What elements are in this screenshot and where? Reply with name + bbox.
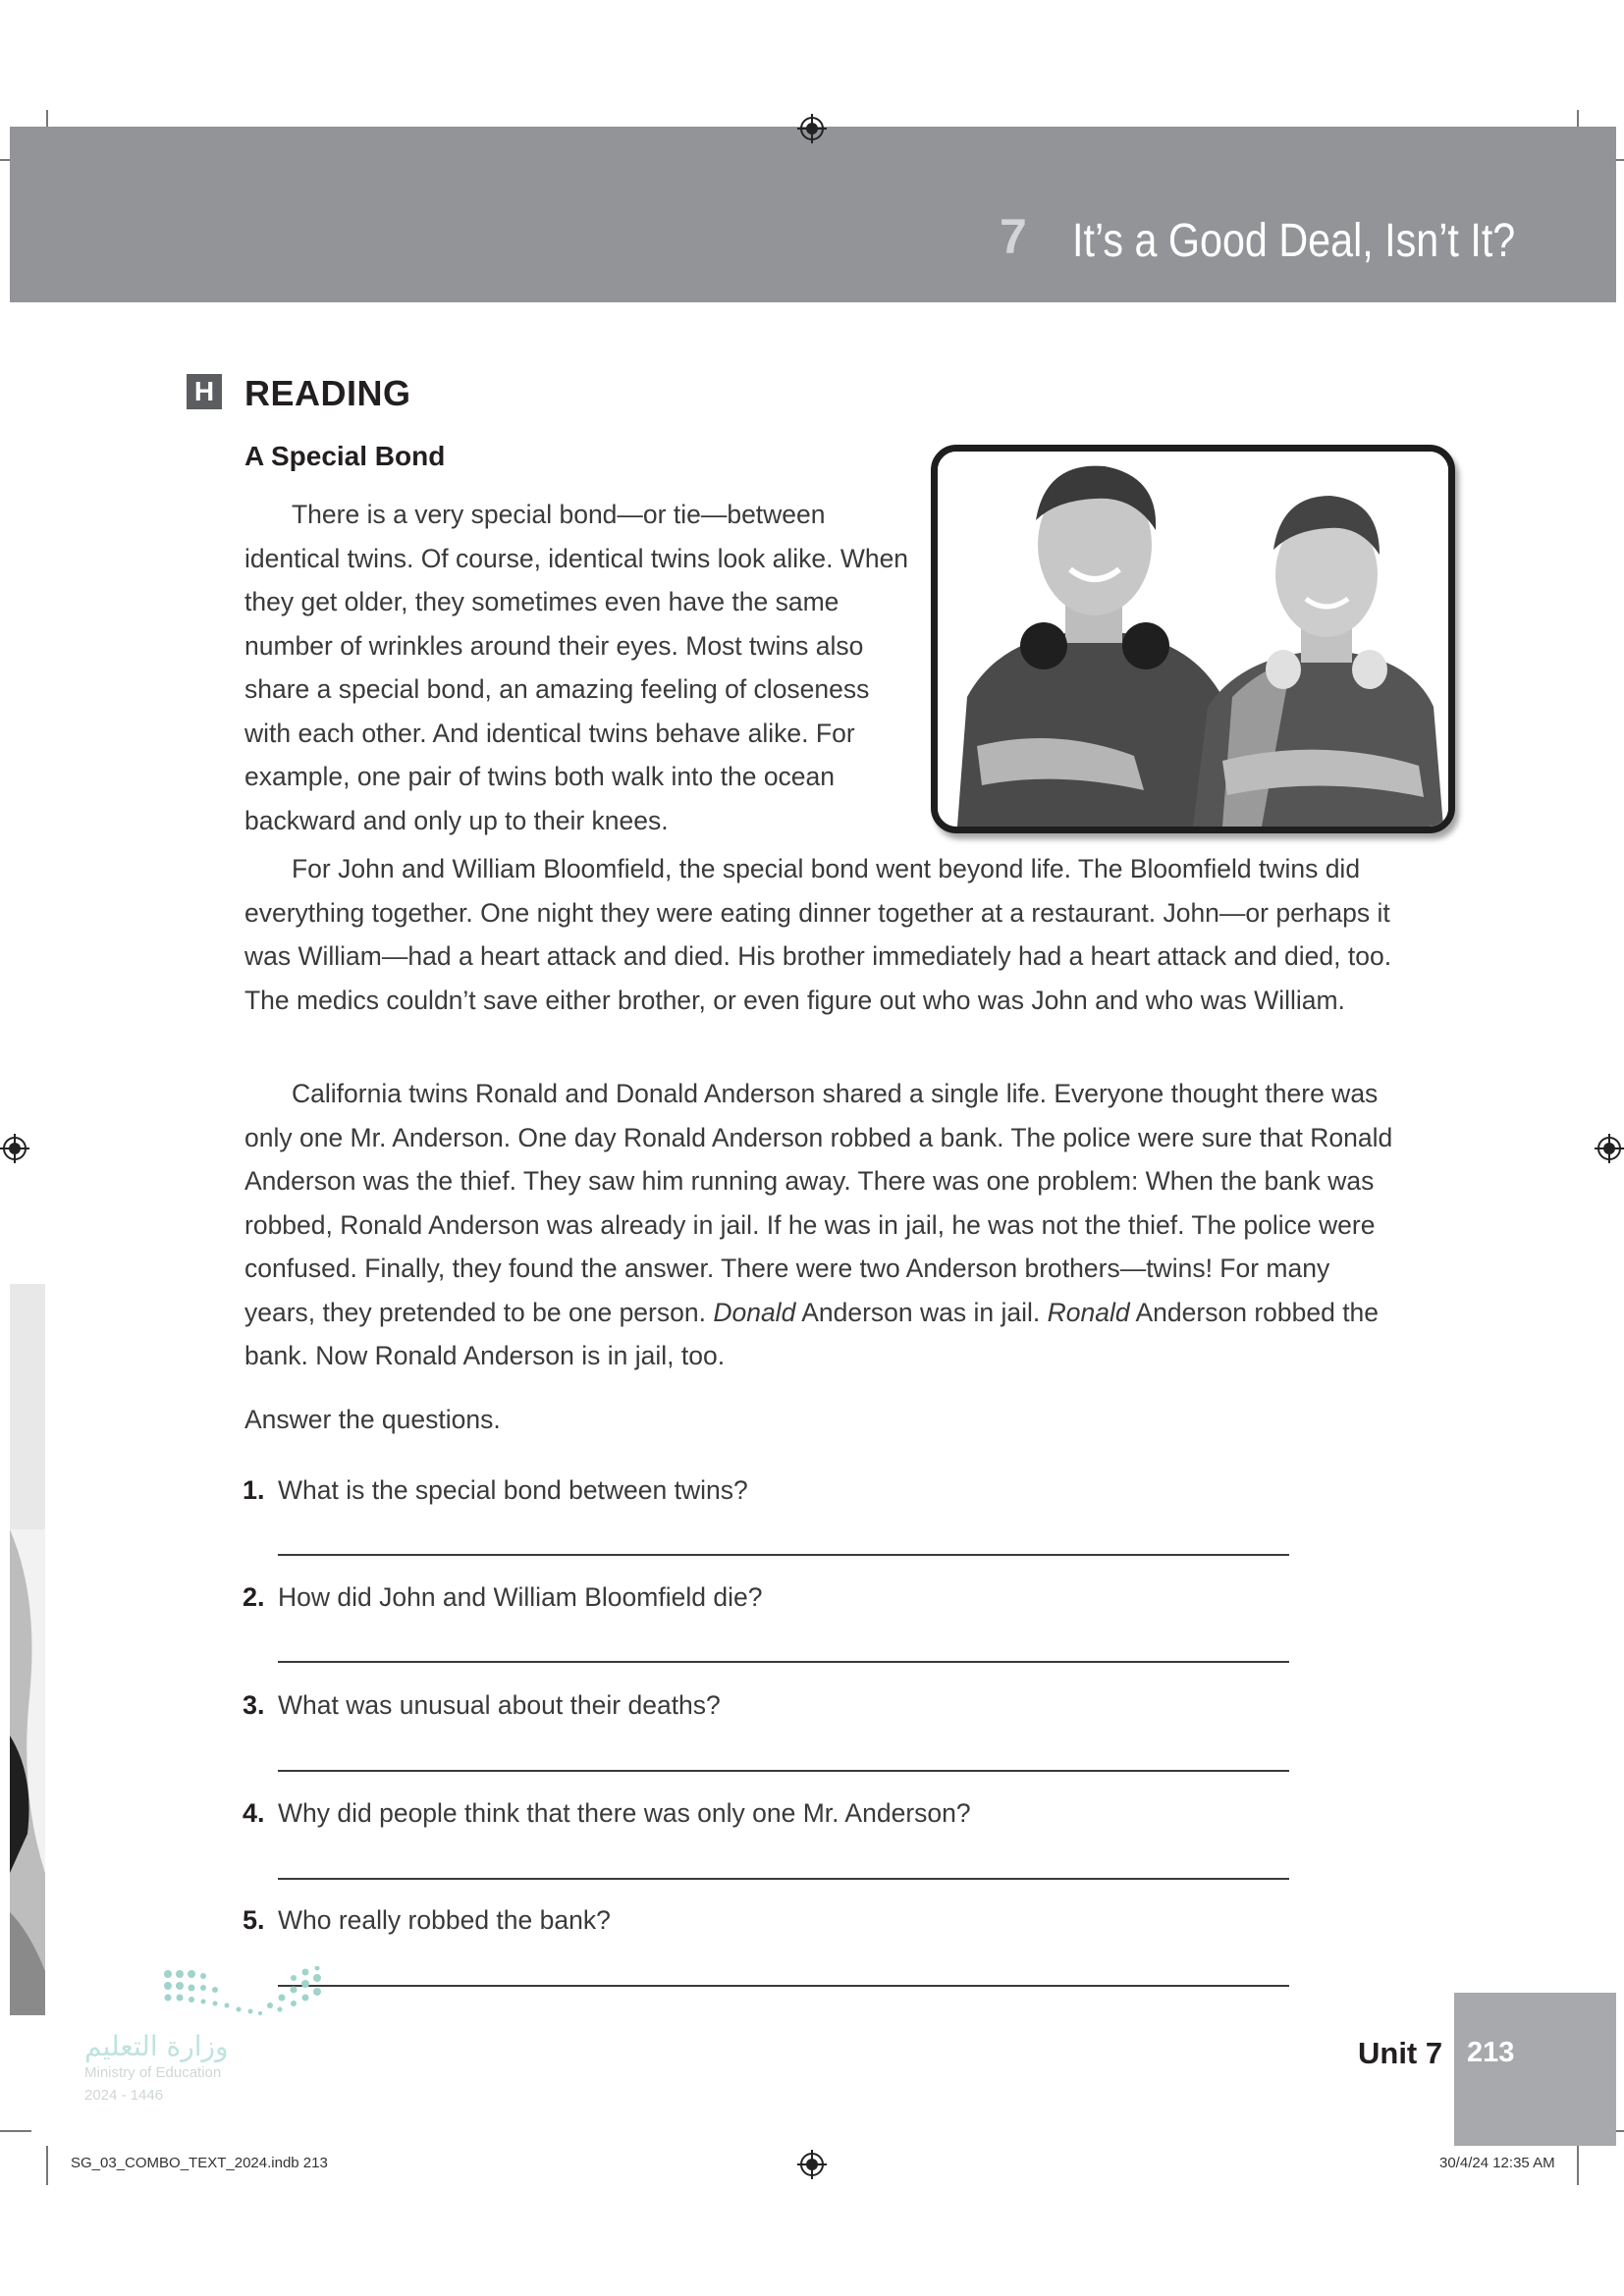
facing-page-photo-edge — [10, 1284, 45, 2015]
registration-mark-icon — [1595, 1134, 1624, 1163]
crop-mark — [0, 2130, 31, 2132]
twins-photo — [931, 445, 1455, 833]
ministry-name-english: Ministry of Education — [84, 2064, 222, 2081]
paragraph-line: with each other. And identical twins behave alike. For — [244, 718, 855, 748]
question-text: Who really robbed the bank? — [278, 1905, 611, 1935]
question-number: 4. — [243, 1798, 265, 1828]
question-text: How did John and William Bloomfield die? — [278, 1582, 763, 1612]
italic-name: Donald — [713, 1297, 796, 1327]
question-number: 2. — [243, 1582, 265, 1612]
crop-mark — [46, 2146, 48, 2185]
question-number: 3. — [243, 1690, 265, 1720]
paragraph-line: backward and only up to their knees. — [244, 805, 669, 835]
paragraph-line: example, one pair of twins both walk into the ocean — [244, 762, 836, 791]
exercise-instructions: Answer the questions. — [244, 1405, 501, 1434]
reading-paragraph-2: For John and William Bloomfield, the special bond went beyond life. The Bloomfield twins did everything together. One night they were eating dinner together at a restaurant. John—or perhaps it was William—had a heart attack and died. His brother immediately had a heart attack and died, too. The medics couldn’t save either brother, or even figure out who was John and who was William. — [244, 854, 1392, 1015]
unit-number: 7 — [1000, 209, 1027, 264]
registration-mark-icon — [797, 2150, 827, 2179]
reading-paragraph-1 — [244, 493, 922, 842]
crop-mark — [1577, 2146, 1579, 2185]
paragraph-text: Anderson robbed the bank. Now Ronald Anderson is in jail, too. — [244, 1297, 1380, 1370]
print-slug-filename: SG_03_COMBO_TEXT_2024.indb 213 — [71, 2155, 328, 2171]
answer-line-5[interactable] — [278, 1985, 1289, 1987]
registration-mark-icon — [797, 114, 827, 143]
ministry-logo-icon — [162, 1966, 324, 2020]
ministry-name-arabic: وزارة التعليم — [84, 2030, 229, 2062]
question-text: Why did people think that there was only one Mr. Anderson? — [278, 1798, 971, 1828]
paragraph-line: There is a very special bond—or tie—between — [292, 500, 826, 529]
print-slug-timestamp: 30/4/24 12:35 AM — [1439, 2155, 1555, 2171]
paragraph-line: number of wrinkles around their eyes. Most twins also — [244, 630, 864, 661]
question-number: 1. — [243, 1475, 265, 1505]
paragraph-line: identical twins. Of course, identical twins look alike. When — [244, 543, 909, 573]
ministry-year: 2024 - 1446 — [84, 2087, 164, 2104]
unit-title: It’s a Good Deal, Isn’t It? — [1072, 215, 1516, 267]
italic-name: Ronald — [1047, 1297, 1130, 1327]
question-text: What was unusual about their deaths? — [278, 1690, 721, 1720]
reading-title: A Special Bond — [244, 441, 446, 471]
answer-line-4[interactable] — [278, 1878, 1289, 1880]
answer-line-3[interactable] — [278, 1770, 1289, 1772]
section-title: READING — [244, 373, 411, 413]
answer-line-1[interactable] — [278, 1554, 1289, 1556]
reading-paragraph-3 — [244, 1072, 1403, 1378]
footer-unit-label: Unit 7 — [1358, 2036, 1443, 2070]
registration-mark-icon — [0, 1134, 29, 1163]
section-letter-badge: H — [187, 374, 222, 409]
paragraph-line: share a special bond, an amazing feeling of closeness — [244, 674, 870, 704]
question-text: What is the special bond between twins? — [278, 1475, 748, 1505]
paragraph-text: California twins Ronald and Donald Anderson shared a single life. Everyone thought there was only one Mr. Anderson. One day Ronald Anderson robbed a bank. The police were sure that Ronald Anderson was the thief. They saw him running away. There was one problem: When the bank was robbed, Ronald Anderson was already in jail. If he was in jail, he was not the thief. The police were confused. Finally, they found the answer. There were two Anderson brothers—twins! For many years, they pretended to be one person. — [244, 1079, 1393, 1327]
answer-line-2[interactable] — [278, 1661, 1289, 1663]
page-number: 213 — [1467, 2037, 1515, 2068]
paragraph-text: Anderson was in jail. — [795, 1297, 1048, 1327]
twins-photo-icon — [938, 452, 1448, 827]
question-number: 5. — [243, 1905, 265, 1935]
page-number-tab — [1454, 1993, 1616, 2146]
paragraph-line: they get older, they sometimes even have the same — [244, 587, 839, 616]
